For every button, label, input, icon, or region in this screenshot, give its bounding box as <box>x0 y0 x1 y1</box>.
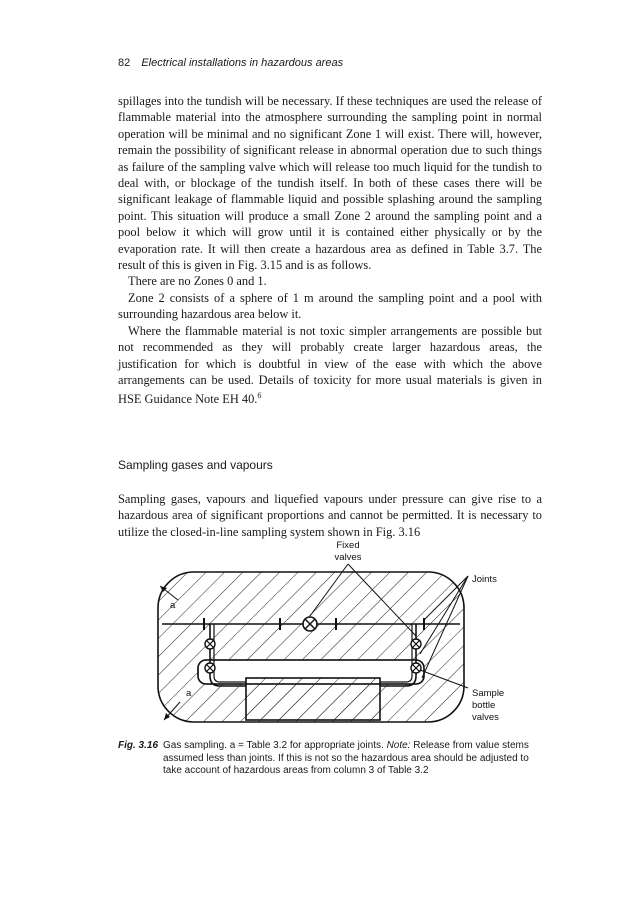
caption-note-label: Note: <box>386 740 411 751</box>
paragraph: Zone 2 consists of a sphere of 1 m around the sampling point and a pool with surrounding hazardous area below it. <box>118 290 542 322</box>
caption-text <box>163 740 548 778</box>
body-text-block-1 <box>118 93 542 408</box>
label-sample-3: valves <box>472 712 499 723</box>
paragraph-text: Where the flammable material is not toxic simpler arrangements are possible but not recommended as they will probably create larger hazardous areas, the justification for which is doubtful in view of the ease with which the above arrangements can be used. Details of toxicity for more usual materials is given in HSE Guidance Note EH 40. <box>118 323 542 407</box>
section-heading: Sampling gases and vapours <box>118 458 273 472</box>
paragraph: There are no Zones 0 and 1. <box>128 274 267 289</box>
caption-text-pre: Gas sampling. a = Table 3.2 for appropriate joints. <box>163 740 387 751</box>
figure-gas-sampling <box>150 536 530 736</box>
book-title: Electrical installations in hazardous areas <box>141 57 344 69</box>
caption-text-post: Release from value stems assumed less than joints. If this is not so the hazardous area should be adjusted to take account of hazardous areas from column 3 of Table 3.2 <box>163 740 529 777</box>
label-dimension-a-upper: a <box>170 600 176 611</box>
paragraph <box>118 323 542 408</box>
paragraph: spillages into the tundish will be necessary. If these techniques are used the release of flammable material into the atmosphere surrounding the sampling point in normal operation will be minimal and no significant Zone 1 will exist. There will, however, remain the possibility of significant release in abnormal operation due to such things as failure of the sampling valve which will release too much liquid for the tundish to deal with, or blockage of the tundish itself. In both of these cases there will be significant leakage of flammable liquid and possible splashing around the sampling point. This situation will produce a small Zone 2 around the sampling point and a pool below it which will grow until it is contained either physically or by the evaporation rate. It will then create a hazardous area as defined in Table 3.7. The result of this is given in Fig. 3.15 and is as follows. <box>118 94 542 273</box>
label-dimension-a-lower: a <box>186 688 192 699</box>
label-fixed-valves-1: Fixed <box>336 540 360 551</box>
footnote-ref: 6 <box>257 391 262 401</box>
figure-number: Fig. 3.16 <box>118 740 159 751</box>
figure-caption <box>118 740 548 778</box>
label-sample-1: Sample <box>472 688 505 699</box>
label-sample-2: bottle <box>472 700 496 711</box>
label-fixed-valves-2: valves <box>334 552 362 563</box>
sample-bottle <box>246 678 380 720</box>
label-joints: Joints <box>472 574 497 585</box>
running-header <box>118 57 343 69</box>
gas-sampling-diagram <box>150 536 530 736</box>
body-text-block-2 <box>118 491 542 540</box>
page-number: 82 <box>118 57 131 69</box>
paragraph: Sampling gases, vapours and liquefied vapours under pressure can give rise to a hazardous area of significant proportions and cannot be permitted. It is necessary to utilize the closed-in-line sampling system shown in Fig. 3.16 <box>118 492 542 539</box>
